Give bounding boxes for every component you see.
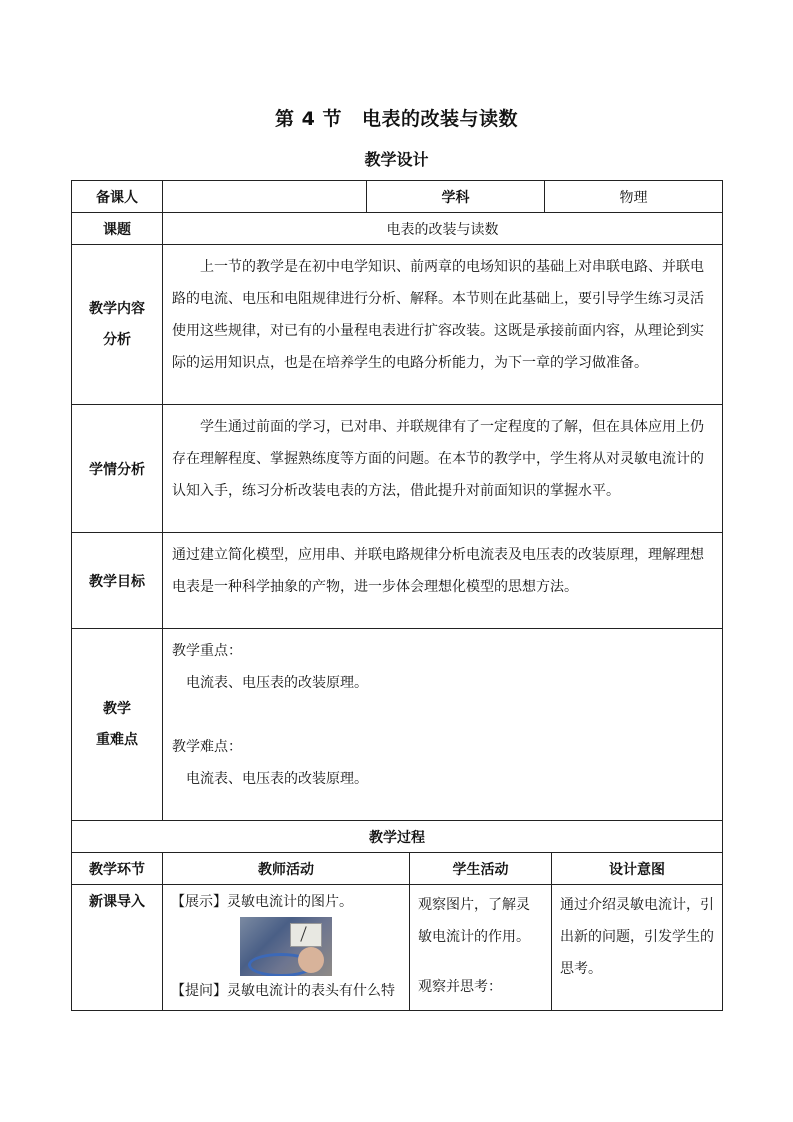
header-stage: 教学环节	[72, 853, 163, 885]
student-analysis-text: 学生通过前面的学习，已对串、并联规律有了一定程度的了解，但在具体应用上仍存在理解程度、掌握熟练度等方面的问题。在本节的教学中，学生将从对灵敏电流计的认知入手，练习分析改装电表的方法，借此提升对前面知识的掌握水平。	[163, 405, 723, 533]
key-point-title: 教学重点：	[172, 643, 242, 659]
info-row-preparer	[72, 181, 723, 213]
process-title-row	[72, 821, 723, 853]
difficult-point-title: 教学难点：	[172, 739, 242, 755]
content-analysis-label: 教学内容 分析	[72, 245, 163, 405]
key-point-text: 电流表、电压表的改装原理。	[186, 675, 368, 691]
teacher-activity	[163, 885, 410, 1011]
content-analysis-text: 上一节的教学是在初中电学知识、前两章的电场知识的基础上对串联电路、并联电路的电流、电压和电阻规律进行分析、解释。本节则在此基础上，要引导学生练习灵活使用这些规律，对已有的小量程电表进行扩容改装。这既是承接前面内容，从理论到实际的运用知识点，也是在培养学生的电路分析能力，为下一章的学习做准备。	[163, 245, 723, 405]
preparer-value	[163, 181, 367, 213]
student-analysis-row	[72, 405, 723, 533]
design-table	[71, 180, 723, 821]
key-points-text	[163, 629, 723, 821]
difficult-point-text: 电流表、电压表的改装原理。	[186, 771, 368, 787]
topic-label: 课题	[72, 213, 163, 245]
process-header-row	[72, 853, 723, 885]
preparer-label: 备课人	[72, 181, 163, 213]
page-subtitle: 教学设计	[364, 150, 429, 169]
teacher-show-line: 【展示】灵敏电流计的图片。	[171, 894, 353, 910]
content-analysis-row	[72, 245, 723, 405]
stage-intro: 新课导入	[72, 885, 163, 1011]
info-row-topic	[72, 213, 723, 245]
galvanometer-photo	[240, 917, 332, 976]
key-points-label: 教学 重难点	[72, 629, 163, 821]
subject-value: 物理	[545, 181, 723, 213]
topic-value: 电表的改装与读数	[163, 213, 723, 245]
title-lesson-name: 电表的改装与读数	[361, 108, 518, 130]
header-intent: 设计意图	[552, 853, 723, 885]
student-analysis-label: 学情分析	[72, 405, 163, 533]
subject-label: 学科	[367, 181, 545, 213]
objectives-row	[72, 533, 723, 629]
page-title	[0, 104, 793, 131]
process-row-intro	[72, 885, 723, 1011]
student-activity	[410, 885, 552, 1011]
student-think-line: 观察并思考：	[418, 979, 502, 995]
student-observe-line: 观察图片，了解灵敏电流计的作用。	[418, 897, 530, 945]
process-title: 教学过程	[72, 821, 723, 853]
objectives-label: 教学目标	[72, 533, 163, 629]
title-section-number: 第 4 节	[275, 108, 342, 130]
teacher-question-line: 【提问】灵敏电流计的表头有什么特	[171, 983, 395, 999]
key-points-row	[72, 629, 723, 821]
process-table	[71, 820, 723, 1011]
design-intent: 通过介绍灵敏电流计，引出新的问题，引发学生的思考。	[552, 885, 723, 1011]
header-teacher: 教师活动	[163, 853, 410, 885]
header-student: 学生活动	[410, 853, 552, 885]
objectives-text: 通过建立简化模型，应用串、并联电路规律分析电流表及电压表的改装原理，理解理想电表是一种科学抽象的产物，进一步体会理想化模型的思想方法。	[163, 533, 723, 629]
